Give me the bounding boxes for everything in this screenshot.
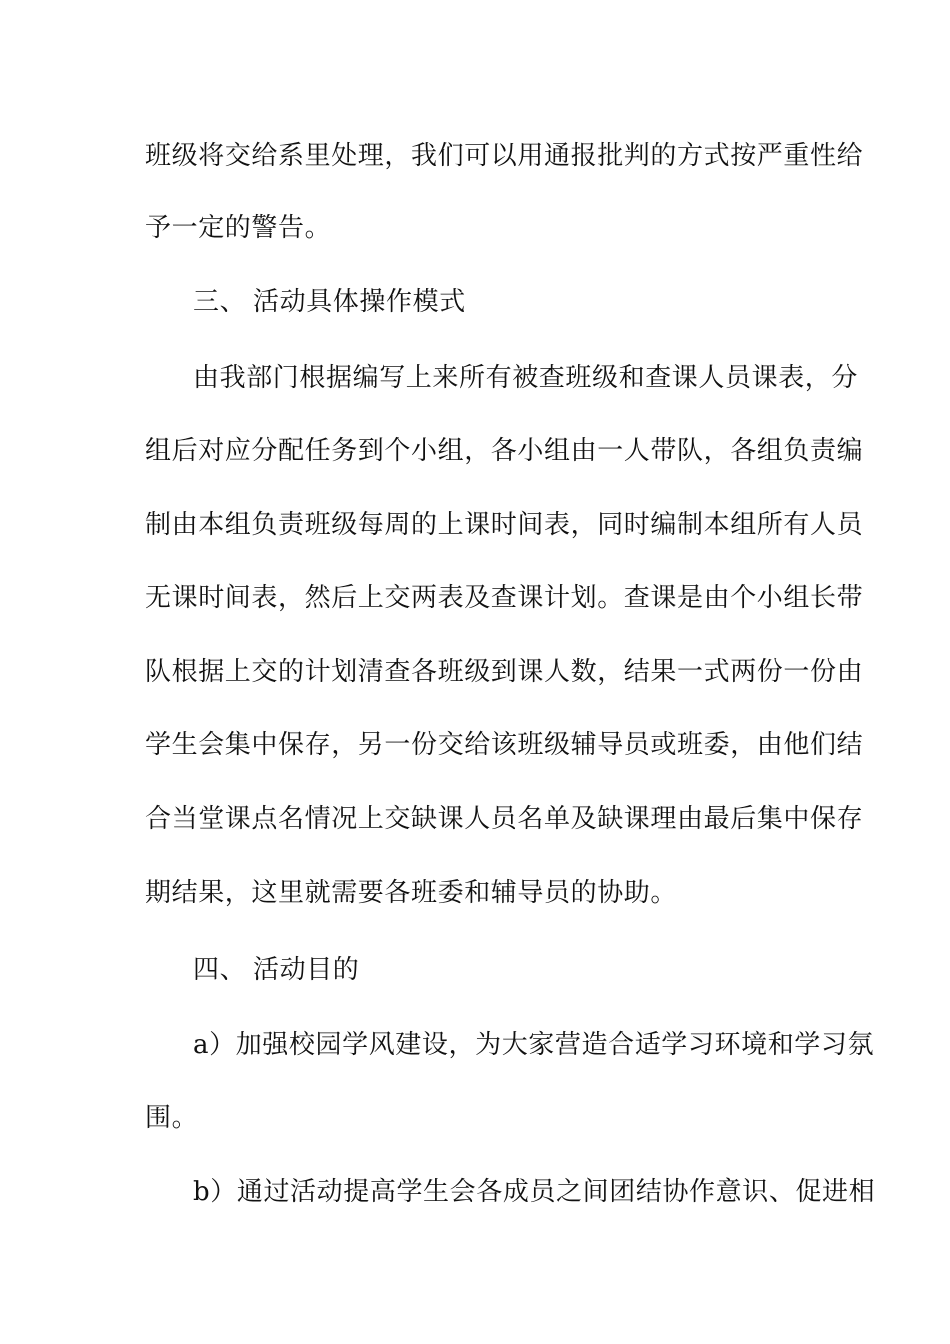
list-item-a: a）加强校园学风建设，为大家营造合适学习环境和学习氛 bbox=[193, 1030, 875, 1060]
paragraph-line: 期结果，这里就需要各班委和辅导员的协助。 bbox=[145, 878, 678, 908]
paragraph-line: 予一定的警告。 bbox=[145, 213, 332, 243]
paragraph-line: 队根据上交的计划清查各班级到课人数，结果一式两份一份由 bbox=[145, 657, 864, 687]
section-number: 四、 bbox=[193, 955, 247, 985]
paragraph-line: 学生会集中保存，另一份交给该班级辅导员或班委，由他们结 bbox=[145, 730, 864, 760]
list-item-b: b）通过活动提高学生会各成员之间团结协作意识、促进相 bbox=[193, 1177, 876, 1207]
section-heading-3 bbox=[193, 282, 863, 322]
paragraph-line: 围。 bbox=[145, 1103, 199, 1133]
section-heading-4 bbox=[193, 950, 863, 990]
paragraph-line: 由我部门根据编写上来所有被查班级和查课人员课表，分 bbox=[193, 363, 859, 393]
paragraph-line: 无课时间表，然后上交两表及查课计划。查课是由个小组长带 bbox=[145, 583, 864, 613]
paragraph-line: 合当堂课点名情况上交缺课人员名单及缺课理由最后集中保存 bbox=[145, 804, 864, 834]
paragraph-line: 制由本组负责班级每周的上课时间表，同时编制本组所有人员 bbox=[145, 510, 864, 540]
section-title: 活动具体操作模式 bbox=[253, 287, 466, 317]
paragraph-line: 班级将交给系里处理，我们可以用通报批判的方式按严重性给 bbox=[145, 141, 864, 171]
section-title: 活动目的 bbox=[253, 955, 360, 985]
paragraph-line: 组后对应分配任务到个小组，各小组由一人带队，各组负责编 bbox=[145, 436, 864, 466]
section-number: 三、 bbox=[193, 287, 247, 317]
